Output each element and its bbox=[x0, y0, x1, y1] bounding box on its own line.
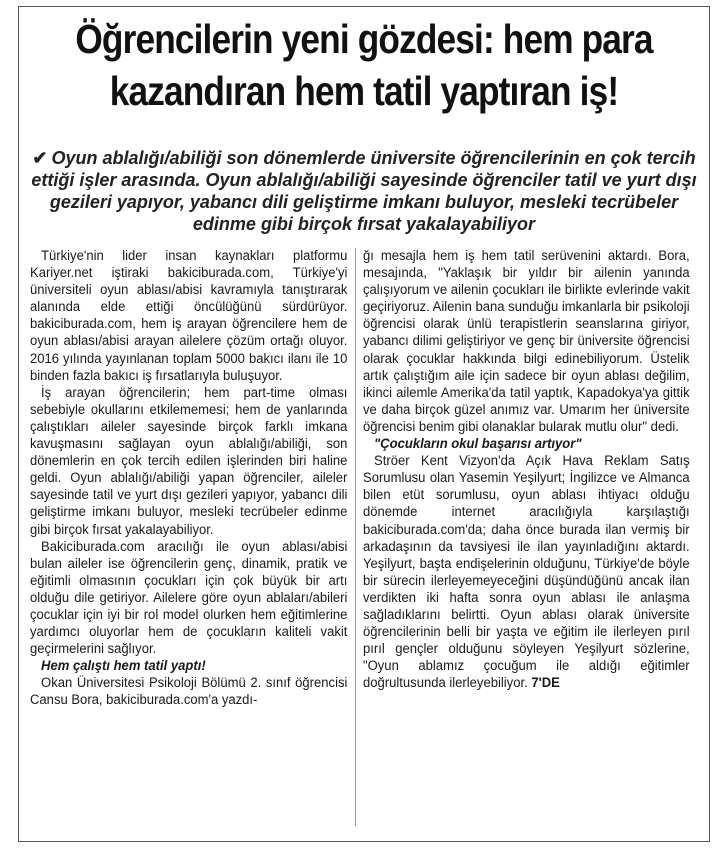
spot-text bbox=[19, 147, 709, 235]
continued-marker: 7'DE bbox=[531, 675, 560, 692]
paragraph-5-text: Ströer Kent Vizyon'da Açık Hava Reklam Satış Sorumlusu olan Yasemin Yeşilyurt; İngilizce ve Almanca bilen etüt sorumlusu, oyun ablası ihtiyacı olduğu dönemde internet aracılığıyla karşılaştığı bakiciburada.com'da; daha önce burada ilan vermiş bir arkadaşının da tavsiyesi ile ilan yayınladığını aktardı. Yeşilyurt, başta endişelerinin olduğunu, Türkiye'de böyle bir sürecin ilerleyemeyeceğini düşündüğünü ancak ilan verdikten iki hafta sonra oyun ablası ile anlaşma sağladıklarını belirtti. Oyun ablası olarak üniversite öğrencilerinin belli bir yaşta ve eğitim ile ilerleyen pırıl pırıl gençler olduğunu söyleyen Yeşilyurt sözlerine, "Oyun ablamız çocuğum ile aldığı eğitimler doğrultusunda ilerleyebiliyor. bbox=[363, 453, 690, 692]
spot-body: Oyun ablalığı/abiliği son dönemlerde üniversite öğrencilerinin en çok tercih ettiği işler arasında. Oyun ablalığı/abiliği sayesinde öğrenciler tatil ve yurt dışı gezileri yapıyor, yabancı dili geliştirme imkanı buluyor, mesleki tecrübeler edinme gibi birçok fırsat yakalayabiliyor bbox=[31, 148, 697, 234]
check-icon: ✔ bbox=[32, 148, 48, 168]
paragraph-4-start: Okan Üniversitesi Psikoloji Bölümü 2. sınıf öğrencisi Cansu Bora, bakiciburada.com'a yazdı- bbox=[30, 675, 348, 709]
paragraph-4-end: ğı mesajla hem iş hem tatil serüvenini aktardı. Bora, mesajında, "Yaklaşık bir yıldır bir ailenin yanında çalışıyorum ve ailenin çocukları ile birlikte evlerinde vakit geçiriyoruz. Ailenin bana sunduğu imkanlarla bir psikoloji öğrencisi olarak ünlü terapistlerin seanslarına giriyor, yabancı dilimi geliştiriyor ve genç bir üniversite öğrencisi olarak çocuklar hakkında bilgi edinebiliyorum. Üstelik artık çalıştığım aile için sadece bir oyun ablası değilim, ikinci ailemle Amerika'da tatil yaptık, Kapadokya'ya gittik ve daha birçok güzel anımız var. Umarım her üniversite öğrencisi benim gibi olanaklar bularak mutlu olur" dedi. bbox=[363, 248, 690, 435]
subheading-2: "Çocukların okul başarısı artıyor" bbox=[374, 436, 582, 453]
headline-line-1: Öğrencilerin yeni gözdesi: hem para bbox=[75, 16, 653, 62]
article-column-right bbox=[363, 248, 690, 692]
article-column-left bbox=[30, 248, 347, 710]
column-divider bbox=[355, 248, 356, 826]
headline bbox=[67, 13, 660, 117]
subheading-1: Hem çalıştı hem tatil yaptı! bbox=[41, 658, 206, 675]
paragraph-2: İş arayan öğrencilerin; hem part-time olması sebebiyle okullarını etkilememesi; hem de yanlarında çalıştıkları aileler sayesinde birçok farklı imkana kavuşmasını sağlayan oyun ablalığı/abiliği, son dönemlerin en çok tercih edilen işlerinden biri haline geldi. Oyun ablalığı/abiliği yapan öğrenciler, aileler sayesinde tatil ve yurt dışı gezileri yapıyor, yabancı dili geliştirme imkanı buluyor, mesleki tecrübeler edinme gibi birçok fırsat yakalayabiliyor. bbox=[30, 384, 348, 538]
headline-line-2: kazandıran hem tatil yaptıran iş! bbox=[109, 68, 619, 114]
paragraph-5 bbox=[363, 453, 690, 692]
paragraph-1: Türkiye'nin lider insan kaynakları platformu Kariyer.net iştiraki bakiciburada.com, Türkiye'yi üniversiteli oyun ablası/abisi kavramıyla tanıştırarak alanında elde ettiği öncülüğünü sürdürüyor. bakiciburada.com, hem iş arayan öğrencilere hem de oyun ablası/abisi arayan ailelere çözüm ortağı oluyor. 2016 yılında yayınlanan toplam 5000 bakıcı ilanı ile 10 binden fazla bakıcı iş fırsatlarıyla buluşuyor. bbox=[30, 248, 348, 384]
paragraph-3: Bakiciburada.com aracılığı ile oyun ablası/abisi bulan aileler ise öğrencilerin genç, dinamik, pratik ve eğitimli olmasının çocukları için çok büyük bir artı olduğu dile getiriyor. Ailelere göre oyun ablaları/abileri çocuklar için iyi bir rol model olurken hem eğitimlerine yardımcı oluyorlar hem de çocukların kaliteli vakit geçirmelerini sağlıyor. bbox=[30, 538, 348, 658]
